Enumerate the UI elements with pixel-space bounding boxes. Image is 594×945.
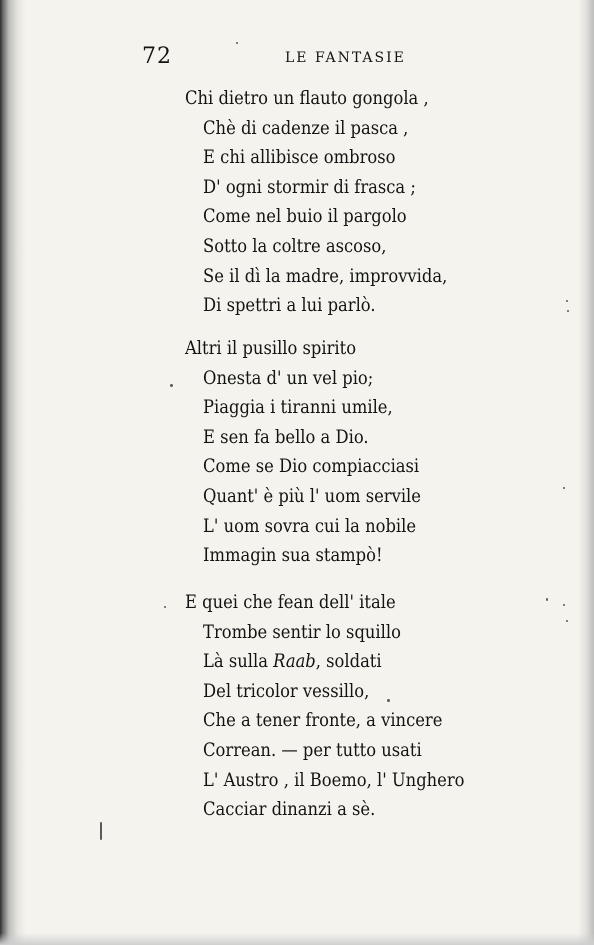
verse-line: Cacciar dinanzi a sè. — [203, 798, 376, 821]
page-number: 72 — [142, 44, 172, 69]
verse-line: Come se Dio compiacciasi — [203, 455, 420, 478]
page-bottom-shadow — [0, 933, 594, 945]
verse-line: Del tricolor vessillo, — [203, 679, 370, 702]
page-right-shadow — [578, 0, 594, 945]
stanza-1 — [185, 84, 490, 321]
italic-place-name: Raab — [273, 650, 316, 673]
page-left-shadow — [0, 0, 26, 945]
scan-speck — [546, 598, 548, 601]
verse-line: Che a tener fronte, a vincere — [203, 709, 443, 732]
verse-line: Chè di cadenze il pasca , — [203, 116, 409, 139]
stanza-2 — [185, 334, 459, 571]
scan-speck — [563, 487, 565, 489]
verse-line-end: , soldati — [315, 650, 382, 673]
verse-line: Chi dietro un flauto gongola , — [185, 87, 429, 109]
verse-line: Immagin sua stampò! — [203, 544, 383, 567]
scan-speck — [100, 822, 102, 840]
verse-line: Onesta d' un vel pio; — [203, 366, 374, 389]
verse-line: Come nel buio il pargolo — [203, 205, 407, 228]
scan-speck — [566, 300, 568, 302]
scan-speck — [170, 384, 173, 387]
verse-line: Trombe sentir lo squillo — [203, 620, 401, 643]
scan-speck — [567, 310, 569, 312]
running-title: LE FANTASIE — [285, 50, 406, 66]
scan-speck — [236, 42, 238, 44]
verse-line — [185, 647, 465, 677]
verse-line: Correan. — per tutto usati — [203, 738, 422, 761]
verse-line: D' ogni stormir di frasca ; — [203, 175, 416, 198]
scan-speck — [387, 699, 390, 702]
verse-line: Sotto la coltre ascoso, — [203, 234, 387, 257]
verse-line: L' uom sovra cui la nobile — [203, 514, 417, 537]
verse-line: Piaggia i tiranni umile, — [203, 396, 393, 419]
verse-line: E sen fa bello a Dio. — [203, 425, 369, 448]
verse-line: Se il dì la madre, improvvida, — [203, 264, 448, 287]
verse-line: Di spettri a lui parlò. — [203, 294, 376, 317]
stanza-3 — [185, 588, 510, 825]
verse-line: E quei che fean dell' itale — [185, 591, 396, 613]
verse-line: L' Austro , il Boemo, l' Unghero — [203, 768, 465, 791]
verse-line: Altri il pusillo spirito — [185, 337, 357, 359]
verse-line: Quant' è più l' uom servile — [203, 484, 421, 507]
verse-line-start: Là sulla — [203, 650, 274, 673]
scan-speck — [164, 606, 166, 608]
verse-line: E chi allibisce ombroso — [203, 146, 396, 169]
scan-speck — [566, 620, 568, 622]
scan-speck — [563, 604, 565, 606]
